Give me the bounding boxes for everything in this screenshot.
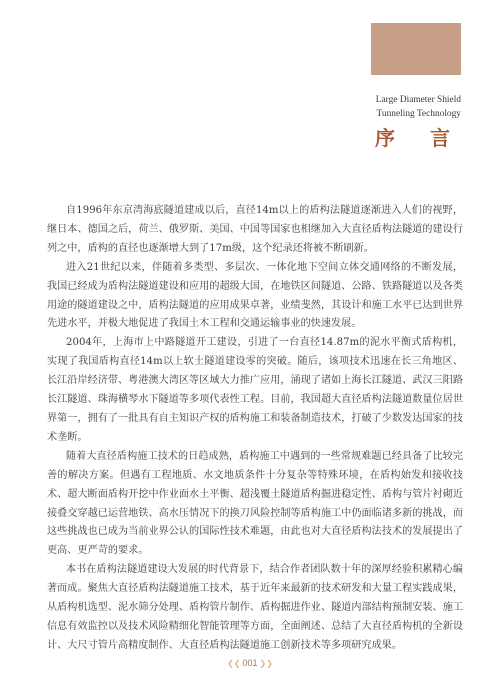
paragraph-1: 自1996年东京湾海底隧道建成以后，直径14m以上的盾构法隧道逐渐进入人们的视野，继日本、德国之后，荷兰、俄罗斯、美国、中国等国家也相继加入大直径盾构法隧道的建设行列之中，盾构的直径也逐渐增大到了17m级，这个纪录还将被不断刷新。 bbox=[47, 205, 463, 254]
chevron-left-icon: ❮❮ bbox=[227, 659, 241, 668]
page-number: 001 bbox=[242, 658, 258, 668]
chevron-right-icon: ❯❯ bbox=[259, 659, 273, 668]
paragraph-3: 2004年，上海市上中路隧道开工建设，引进了一台直径14.87m的泥水平衡式盾构机，实现了我国盾构直径14m以上软土隧道建设零的突破。随后，该项技术迅速在长三角地区、长江沿岸经济带、粤港澳大湾区等区域大力推广应用，涌现了诸如上海长江隧道、武汉三阳路长江隧道、珠海横琴水下隧道等多项代表性工程。目前，我国超大直径盾构法隧道数量位居世界第一，拥有了一批具有自主知识产权的盾构施工和装备制造技术，打破了少数发达国家的技术垄断。 bbox=[47, 337, 463, 443]
page-number-footer bbox=[0, 657, 500, 670]
preface-body bbox=[47, 202, 463, 656]
paragraph-5: 本书在盾构法隧道建设大发展的时代背景下，结合作者团队数十年的深厚经验积累精心编著而成。聚焦大直径盾构法隧道施工技术，基于近年来最新的技术研发和大量工程实践成果，从盾构机选型、泥水筛分处理、盾构管片制作、盾构掘进作业、隧道内部结构预制安装、施工信息有效监控以及技术风险精细化智能管理等方面，全面阐述、总结了大直径盾构机的全新设计、大尺寸管片高精度制作、大直径盾构法隧道施工创新技术等多项研究成果。 bbox=[47, 564, 463, 651]
decorative-color-block bbox=[371, 23, 461, 75]
page-title: 序 言 bbox=[375, 126, 464, 150]
subtitle-line-2: Tunneling Technology bbox=[376, 109, 461, 119]
subtitle-line-1: Large Diameter Shield bbox=[375, 95, 461, 105]
paragraph-2: 进入21世纪以来，伴随着多类型、多层次、一体化地下空间立体交通网络的不断发展，我国已经成为盾构法隧道建设和应用的超级大国，在地铁区间隧道、公路、铁路隧道以及各类用途的隧道建设之中，盾构法隧道的应用成果卓著，业绩斐然，其设计和施工水平已达到世界先进水平，并极大地促进了我国土木工程和交通运输事业的快速发展。 bbox=[47, 261, 463, 330]
paragraph-4: 随着大直径盾构施工技术的日趋成熟，盾构施工中遇到的一些常规难题已经具备了比较完善的解决方案。但遇有工程地质、水文地质条件十分复杂等特殊环境，在盾构始发和接收技术、超大断面盾构开挖中作业面水土平衡、超浅覆土隧道盾构掘进稳定性、盾构与管片衬砌近接叠交穿越已运营地铁、高水压情况下的换刀风险控制等盾构施工中仍面临诸多新的挑战，而这些挑战也已成为当前业界公认的国际性技术难题，由此也对大直径盾构法技术的发展提出了更高、更严苛的要求。 bbox=[47, 450, 463, 557]
